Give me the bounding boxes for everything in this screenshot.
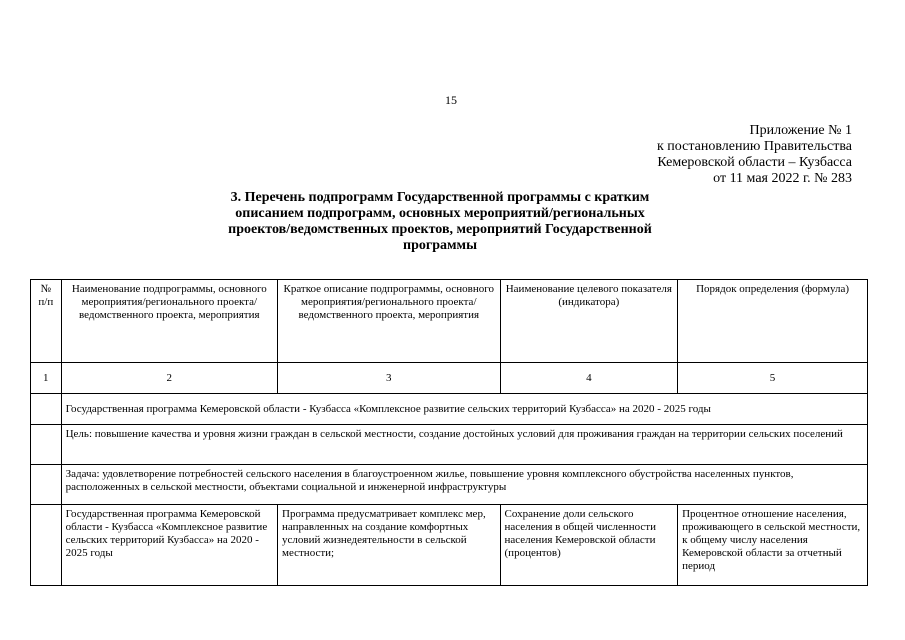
empty-cell [31,394,62,425]
empty-cell [31,465,62,505]
row-indicator-cell: Сохранение доли сельского населения в общей численности населения Кемеровской области (процентов) [500,505,678,586]
row-name-cell: Государственная программа Кемеровской области - Кузбасса «Комплексное развитие сельских территорий Кузбасса» на 2020 - 2025 годы [61,505,277,586]
column-number-row [31,363,868,394]
empty-cell [31,425,62,465]
section-title [180,190,700,254]
program-row [31,394,868,425]
section-title-line-2: описанием подпрограмм, основных мероприятий/региональных [235,206,645,221]
table-row [31,505,868,586]
row-description-cell: Программа предусматривает комплекс мер, направленных на создание комфортных условий жизнедеятельности в сельской местности; [278,505,501,586]
appendix-line-4: от 11 мая 2022 г. № 283 [713,171,852,186]
program-row-text: Государственная программа Кемеровской области - Кузбасса «Комплексное развитие сельских территорий Кузбасса» на 2020 - 2025 годы [61,394,867,425]
column-number-cell: 2 [61,363,277,394]
section-title-line-3: проектов/ведомственных проектов, мероприятий Государственной [228,222,652,237]
row-formula-cell: Процентное отношение населения, проживающего в сельской местности, к общему числу населения Кемеровской области за отчетный период [678,505,868,586]
appendix-line-3: Кемеровской области – Кузбасса [657,155,852,170]
header-cell-formula: Порядок определения (формула) [678,280,868,363]
column-number-cell: 4 [500,363,678,394]
goal-row [31,425,868,465]
section-title-line-1: 3. Перечень подпрограмм Государственной программы с кратким [230,190,650,205]
goal-row-text: Цель: повышение качества и уровня жизни граждан в сельской местности, создание достойных условий для проживания граждан на территории сельских поселений [61,425,867,465]
column-number-cell: 3 [278,363,501,394]
task-row [31,465,868,505]
subprograms-table [30,279,868,586]
row-number-cell [31,505,62,586]
header-cell-number: № п/п [31,280,62,363]
appendix-line-2: к постановлению Правительства [656,139,852,154]
header-cell-name: Наименование подпрограммы, основного мероприятия/регионального проекта/ведомственного проекта, мероприятия [61,280,277,363]
page-number: 15 [445,93,457,107]
header-cell-indicator: Наименование целевого показателя (индикатора) [500,280,678,363]
task-row-text: Задача: удовлетворение потребностей сельского населения в благоустроенном жилье, повышение уровня комплексного обустройства населенных пунктов, расположенных в сельской местности, объектами социальной и инженерной инфраструктуры [61,465,867,505]
table-header-row [31,280,868,363]
column-number-cell: 1 [31,363,62,394]
appendix-block [600,123,852,187]
column-number-cell: 5 [678,363,868,394]
section-title-line-4: программы [403,238,477,253]
header-cell-description: Краткое описание подпрограммы, основного мероприятия/регионального проекта/ведомственного проекта, мероприятия [278,280,501,363]
appendix-line-1: Приложение № 1 [749,123,852,138]
